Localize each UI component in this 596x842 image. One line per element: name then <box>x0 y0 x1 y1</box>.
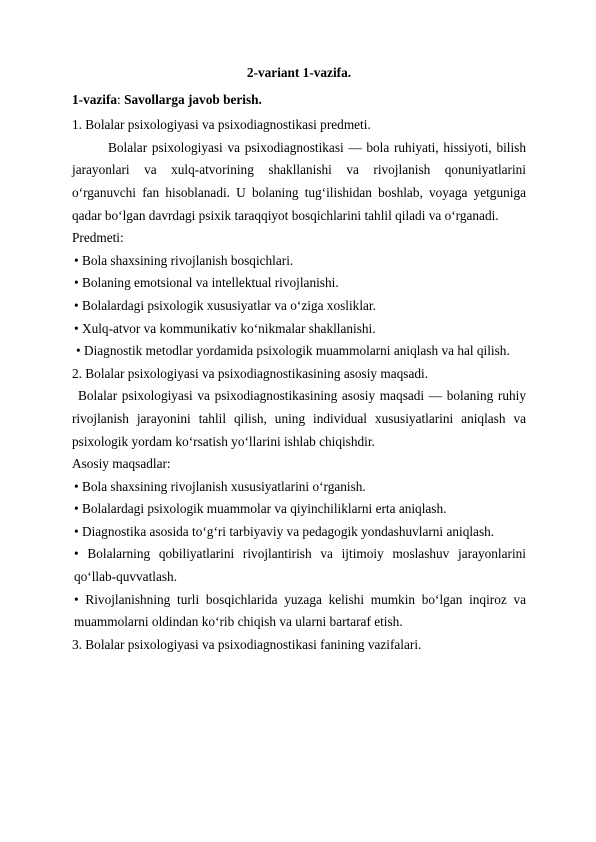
task-text: Savollarga javob berish. <box>124 91 262 107</box>
list-item: • Bolalardagi psixologik xususiyatlar va o‘ziga xosliklar. <box>74 297 376 313</box>
question-2-paragraph: Bolalar psixologiyasi va psixodiagnostikasining asosiy maqsadi — bolaning ruhiy rivojlanish jarayonini tahlil qilish, uning individual xususiyatlarini aniqlash va psixologik yordam ko‘rsatish yo‘llarini ishlab chiqishdir. <box>72 388 526 449</box>
list-item: • Bolalardagi psixologik muammolar va qiyinchiliklarni erta aniqlash. <box>74 501 447 517</box>
list-item: • Xulq-atvor va kommunikativ ko‘nikmalar shakllanishi. <box>74 320 376 336</box>
question-1-paragraph: Bolalar psixologiyasi va psixodiagnostikasi — bola ruhiyati, hissiyoti, bilish jarayonlari va xulq-atvorining shakllanishi va rivojlanish qonuniyatlarini o‘rganuvchi fan hisoblanadi. U bolaning tug‘ilishidan boshlab, voyaga yetguniga qadar bo‘lgan davrdagi psixik taraqqiyot bosqichlarini tahlil qiladi va o‘rganadi. <box>72 139 526 223</box>
task-separator: : <box>117 91 125 107</box>
document-page <box>72 62 526 656</box>
question-2-list-title: Asosiy maqsadlar: <box>72 456 171 472</box>
list-item: • Bola shaxsining rivojlanish xususiyatlarini o‘rganish. <box>74 478 366 494</box>
document-title: 2-variant 1-vazifa. <box>246 65 352 80</box>
list-item: • Diagnostika asosida to‘g‘ri tarbiyaviy va pedagogik yondashuvlarni aniqlash. <box>74 523 495 539</box>
list-item: • Bolalarning qobiliyatlarini rivojlantirish va ijtimoiy moslashuv jarayonlarini qo‘llab-quvvatlash. <box>74 546 526 585</box>
list-item: • Bolaning emotsional va intellektual rivojlanishi. <box>74 275 339 291</box>
list-item: • Diagnostik metodlar yordamida psixologik muammolarni aniqlash va hal qilish. <box>76 343 510 359</box>
question-3-heading: 3. Bolalar psixologiyasi va psixodiagnostikasi fanining vazifalari. <box>72 636 422 652</box>
question-1-list-title: Predmeti: <box>72 230 124 246</box>
question-1-heading: 1. Bolalar psixologiyasi va psixodiagnostikasi predmeti. <box>72 117 371 133</box>
task-label: 1-vazifa <box>72 91 118 107</box>
list-item: • Bola shaxsining rivojlanish bosqichlari. <box>74 252 294 268</box>
task-line <box>72 89 526 112</box>
question-2-heading: 2. Bolalar psixologiyasi va psixodiagnostikasining asosiy maqsadi. <box>72 365 429 381</box>
list-item: • Rivojlanishning turli bosqichlarida yuzaga kelishi mumkin bo‘lgan inqiroz va muammolarni oldindan ko‘rib chiqish va ularni bartaraf etish. <box>74 591 526 630</box>
